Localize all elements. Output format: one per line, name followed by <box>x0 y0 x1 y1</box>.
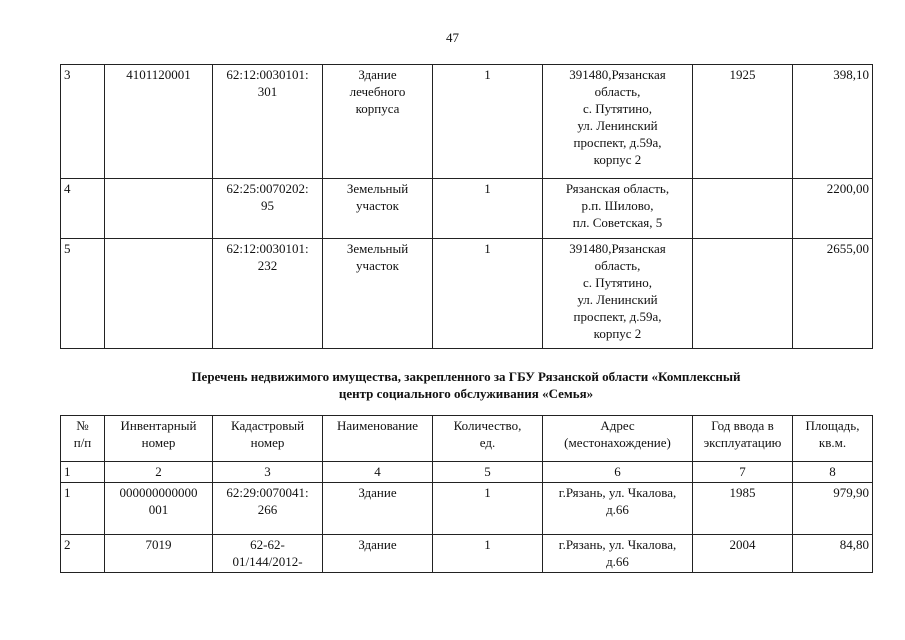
column-number: 4 <box>323 462 433 483</box>
column-number: 3 <box>213 462 323 483</box>
property-name: Земельный участок <box>323 179 433 239</box>
page-number: 47 <box>446 30 459 45</box>
commission-year <box>693 239 793 349</box>
cadastral-number: 62-62- 01/144/2012- <box>213 535 323 573</box>
row-number: 4 <box>61 179 105 239</box>
row-number: 2 <box>61 535 105 573</box>
address: Рязанская область, р.п. Шилово, пл. Советская, 5 <box>543 179 693 239</box>
area: 398,10 <box>793 65 873 179</box>
column-header-quantity: Количество, ед. <box>433 416 543 462</box>
column-header-area: Площадь, кв.м. <box>793 416 873 462</box>
column-number: 1 <box>61 462 105 483</box>
section-title: Перечень недвижимого имущества, закрепленного за ГБУ Рязанской области «Комплексный центр социального обслуживания «Семья» <box>191 369 741 401</box>
address: 391480,Рязанская область, с. Путятино, ул. Ленинский проспект, д.59а, корпус 2 <box>543 239 693 349</box>
quantity: 1 <box>433 239 543 349</box>
property-name: Здание <box>323 535 433 573</box>
quantity: 1 <box>433 65 543 179</box>
quantity: 1 <box>433 483 543 535</box>
column-header-name: Наименование <box>323 416 433 462</box>
table-row <box>61 65 873 179</box>
commission-year <box>693 179 793 239</box>
property-table <box>60 415 873 573</box>
commission-year: 1925 <box>693 65 793 179</box>
header-row <box>61 416 873 462</box>
property-name: Здание лечебного корпуса <box>323 65 433 179</box>
area: 84,80 <box>793 535 873 573</box>
column-number: 7 <box>693 462 793 483</box>
inventory-number: 000000000000 001 <box>105 483 213 535</box>
cadastral-number: 62:29:0070041: 266 <box>213 483 323 535</box>
area: 2655,00 <box>793 239 873 349</box>
row-number: 1 <box>61 483 105 535</box>
table-row <box>61 239 873 349</box>
column-number: 8 <box>793 462 873 483</box>
inventory-number: 4101120001 <box>105 65 213 179</box>
area: 2200,00 <box>793 179 873 239</box>
address: 391480,Рязанская область, с. Путятино, ул. Ленинский проспект, д.59а, корпус 2 <box>543 65 693 179</box>
column-number: 5 <box>433 462 543 483</box>
cadastral-number: 62:12:0030101: 232 <box>213 239 323 349</box>
address: г.Рязань, ул. Чкалова, д.66 <box>543 483 693 535</box>
column-header-year: Год ввода в эксплуатацию <box>693 416 793 462</box>
property-name: Земельный участок <box>323 239 433 349</box>
column-header-address: Адрес (местонахождение) <box>543 416 693 462</box>
inventory-number: 7019 <box>105 535 213 573</box>
inventory-number <box>105 179 213 239</box>
table-row <box>61 483 873 535</box>
property-name: Здание <box>323 483 433 535</box>
column-number: 2 <box>105 462 213 483</box>
commission-year: 1985 <box>693 483 793 535</box>
row-number: 3 <box>61 65 105 179</box>
cadastral-number: 62:12:0030101: 301 <box>213 65 323 179</box>
commission-year: 2004 <box>693 535 793 573</box>
column-number: 6 <box>543 462 693 483</box>
column-header-inventory: Инвентарный номер <box>105 416 213 462</box>
column-header-cadastral: Кадастровый номер <box>213 416 323 462</box>
address: г.Рязань, ул. Чкалова, д.66 <box>543 535 693 573</box>
quantity: 1 <box>433 179 543 239</box>
column-header-no: № п/п <box>61 416 105 462</box>
row-number: 5 <box>61 239 105 349</box>
column-number-row <box>61 462 873 483</box>
quantity: 1 <box>433 535 543 573</box>
table-row <box>61 535 873 573</box>
inventory-number <box>105 239 213 349</box>
area: 979,90 <box>793 483 873 535</box>
cadastral-number: 62:25:0070202: 95 <box>213 179 323 239</box>
property-table-continued <box>60 64 873 349</box>
table-row <box>61 179 873 239</box>
